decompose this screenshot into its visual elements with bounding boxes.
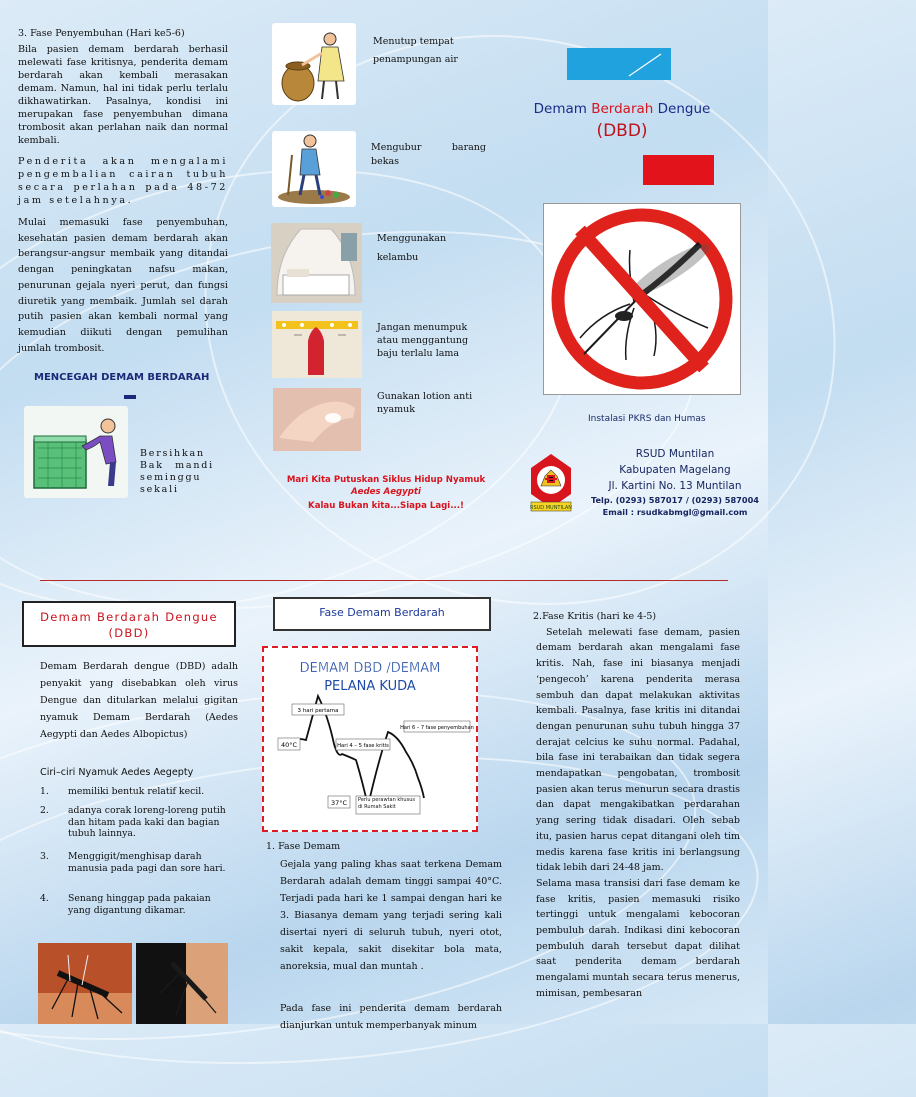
rsud-email: Email : rsudkabmgl@gmail.com: [602, 507, 748, 517]
ciri-title: Ciri–ciri Nyamuk Aedes Aegepty: [40, 767, 194, 778]
mosquito-photo-2: [136, 943, 228, 1024]
slogan: [278, 474, 494, 512]
recovery-para-3: Mulai memasuki fase penyembuhan, kesehatan pasien demam berdarah akan berangsur-angsur membaik yang ditandai dengan peningkatan nafsu makan, penurunan gejala nyeri perut, dan fungsi diuretik yang membaik. Jumlah sel darah putih pasien akan kembali normal yang kemudian diikuti dengan pemulihan jumlah trombosit.: [18, 217, 228, 354]
rsud-name: RSUD Muntilan: [635, 448, 715, 460]
recovery-phase-heading: 3. Fase Penyembuhan (Hari ke5-6): [18, 28, 185, 39]
rsud-phone: Telp. (0293) 587017 / (0293) 587004: [591, 495, 759, 505]
cover-title: [516, 98, 728, 142]
bury-waste-caption: Mengubur barang bekas: [371, 142, 486, 167]
blue-accent-box: [567, 48, 671, 80]
ciri-text: Menggigit/menghisap darah manusia pada pagi dan sore hari.: [68, 851, 226, 874]
rsud-contact-block: [590, 446, 760, 518]
red-accent-box: [643, 155, 714, 185]
fase-demam-text-2: Pada fase ini penderita demam berdarah dianjurkan untuk memperbanyak minum: [280, 1003, 502, 1031]
chart-label-first: 3 hari pertama: [297, 708, 339, 714]
dbd-intro: Demam Berdarah dengue (DBD) adalh penyakit yang disebabkan oleh virus Dengue dan ditularkan melalui gigitan nyamuk Demam Berdarah (Aedes Aegypti dan Aedes Albopictus): [40, 661, 238, 740]
fase-title-box: Fase Demam Berdarah: [273, 597, 491, 631]
mosquito-net-caption: Menggunakan kelambu: [377, 233, 447, 263]
ciri-item: [40, 786, 232, 798]
bak-caption: Bersihkan Bak mandi seminggu sekali: [140, 448, 214, 495]
cover-title-dengue: Dengue: [653, 101, 711, 117]
chart-label-t40: 40°C: [280, 741, 298, 749]
hanging-clothes-caption: Jangan menumpuk atau menggantung baju terlalu lama: [377, 322, 469, 359]
rsud-logo: [525, 452, 577, 514]
lotion-caption: Gunakan lotion anti nyamuk: [377, 391, 473, 415]
cover-water-caption: Menutup tempat penampungan air: [373, 36, 458, 65]
ciri-number: 3.: [40, 851, 49, 862]
fase-kritis-section: [533, 609, 740, 1002]
recovery-phase-section: [18, 28, 228, 364]
mosquito-net-photo: [271, 223, 362, 303]
ciri-item: [40, 893, 232, 916]
page-divider: [40, 580, 728, 581]
cover-water-illustration: [272, 23, 356, 105]
dbd-title-box: Demam Berdarah Dengue (DBD): [22, 601, 236, 647]
fase-demam-heading: 1. Fase Demam: [266, 841, 341, 852]
fase-kritis-heading: 2.Fase Kritis (hari ke 4-5): [533, 611, 657, 622]
prevention-title: MENCEGAH DEMAM BERDARAH: [34, 372, 210, 383]
chart-label-t37: 37°C: [330, 799, 348, 807]
bath-tub-illustration: [24, 406, 128, 498]
hanging-clothes-photo: [272, 311, 362, 378]
chart-label-care: Perlu perawtan khusus di Rumah Sakit: [358, 797, 415, 810]
fase-kritis-text: Setelah melewati fase demam, pasien demam berdarah akan mengalami fase kritis. Nah, fase ini biasanya menjadi ‘pengecoh’ karena penderita merasa sembuh dan dapat melakukan aktivitas kembali. Pasalnya, fase kritis ini ditandai dengan penurunan suhu tubuh hingga 37 derajat celcius ke suhu normal. Padahal, bila fase ini terabaikan dan tidak segera mendapatkan pengobatan, trombosit pasien akan terus menurun secara drastis dan dapat mengakibatkan perdarahan yang sering tidak disadari. Oleh sebab itu, pasien harus cepat ditangani oleh tim medis karena fase kritis ini berlangsung tidak lebih dari 24-48 jam.: [536, 626, 740, 874]
chart-label-critical: Hari 4 – 5 fase kritis: [337, 743, 389, 749]
ciri-number: 1.: [40, 786, 49, 797]
mosquito-photo-1: [38, 943, 132, 1024]
bury-waste-illustration: [272, 131, 356, 207]
recovery-para-1: Bila pasien demam berdarah berhasil melewati fase kritisnya, penderita demam berdarah akan kembali merasakan demam. Namun, hal ini tidak perlu terlalu dikhawatirkan. Pasalnya, kondisi ini merupakan fase penyembuhan dimana trombosit akan perlahan naik dan normal kembali.: [18, 44, 228, 146]
chart-title-1: DEMAM DBD /DEMAM: [299, 661, 441, 676]
chart-title-2: PELANA KUDA: [324, 679, 416, 694]
fase-kritis-text-2: Selama masa transisi dari fase demam ke fase kritis, pasien memasuki risiko tertinggi untuk mengalami kebocoran pembuluh darah. Indikasi dini kebocoran pembuluh darah tersebut dapat dilihat saat penderita demam berdarah mengalami muntah secara terus menerus, mimisan, pembesaran: [536, 877, 740, 999]
cover-title-demam: Demam: [533, 101, 592, 117]
recovery-para-2: Penderita akan mengalami pengembalian cairan tubuh secara perlahan pada 48-72 jam setelahnya.: [18, 156, 228, 206]
lotion-photo: [273, 388, 361, 451]
rsud-address: Jl. Kartini No. 13 Muntilan: [608, 480, 742, 492]
fever-chart: [262, 646, 478, 832]
no-mosquito-sign: [543, 203, 741, 395]
cover-title-berdarah: Berdarah: [591, 101, 654, 117]
fase-demam-text: Gejala yang paling khas saat terkena Demam Berdarah adalah demam tinggi sampai 40°C. Terjadi pada hari ke 1 sampai dengan hari ke 3. Biasanya demam yang terjadi sering kali disertai nyeri di seluruh tubuh, nyeri otot, sakit kepala, sakit disekitar bola mata, anoreksia, mual dan muntah .: [280, 859, 502, 972]
ciri-text: Senang hinggap pada pakaian yang digantung dikamar.: [68, 893, 211, 916]
rsud-kabupaten: Kabupaten Magelang: [619, 464, 731, 476]
ciri-item: [40, 851, 232, 874]
slogan-line-3: Kalau Bukan kita...Siapa Lagi...!: [308, 501, 464, 511]
ciri-number: 4.: [40, 893, 49, 904]
prevention-title-bar: [124, 395, 136, 399]
ciri-text: adanya corak loreng-loreng putih dan hitam pada kaki dan bagian tubuh lainnya.: [68, 805, 226, 839]
slogan-line-2: Aedes Aegypti: [350, 487, 421, 497]
instalasi-label: Instalasi PKRS dan Humas: [588, 414, 706, 424]
chart-label-recovery: Hari 6 – 7 fase penyembuhan: [400, 725, 474, 731]
logo-text: RSUD MUNTILAN: [529, 505, 573, 511]
slogan-line-1: Mari Kita Putuskan Siklus Hidup Nyamuk: [286, 475, 486, 485]
ciri-item: [40, 805, 232, 840]
ciri-number: 2.: [40, 805, 49, 816]
ciri-text: memiliki bentuk relatif kecil.: [68, 786, 205, 797]
cover-title-dbd: (DBD): [596, 121, 648, 141]
